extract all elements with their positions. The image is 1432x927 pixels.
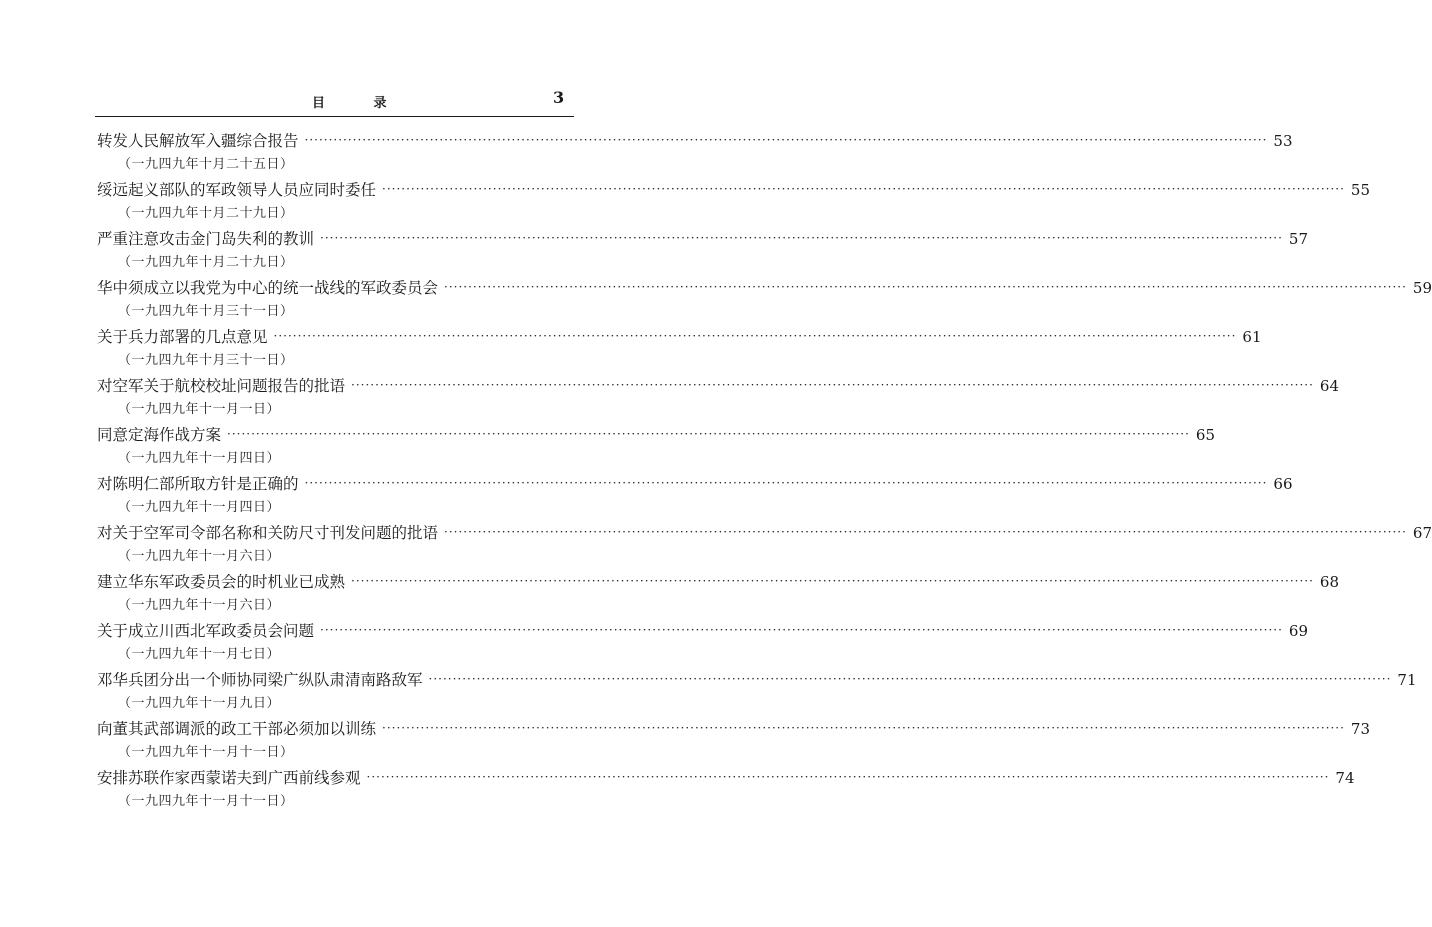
toc-entry-line <box>97 765 1355 791</box>
toc-entry-date: （一九四九年十月三十一日） <box>118 353 294 368</box>
toc-entry-date: （一九四九年十月二十九日） <box>118 255 294 270</box>
toc-entry-date: （一九四九年十月二十九日） <box>118 206 294 221</box>
toc-entry-page[interactable]: 67 <box>1412 524 1432 542</box>
toc-entry <box>97 128 1293 177</box>
toc-entry-title[interactable]: 邓华兵团分出一个师协同梁广纵队肃清南路敌军 <box>97 671 423 689</box>
toc-entry-page[interactable]: 68 <box>1319 573 1339 591</box>
toc-dot-leader: ········································································································································································································ <box>227 427 1190 441</box>
toc-entry <box>97 471 1293 520</box>
toc-dot-leader: ········································································································································································································ <box>273 329 1237 343</box>
toc-entry-line <box>97 520 1432 546</box>
toc-entry-line <box>97 324 1262 350</box>
toc-entry-page[interactable]: 53 <box>1273 132 1293 150</box>
toc-entry-line <box>97 716 1370 742</box>
toc-dot-leader: ········································································································································································································ <box>382 182 1345 196</box>
toc-entry-page[interactable]: 66 <box>1273 475 1293 493</box>
toc-dot-leader: ········································································································································································································ <box>382 721 1345 735</box>
toc-entry <box>97 373 1339 422</box>
toc-dot-leader: ········································································································································································································ <box>351 574 1314 588</box>
toc-entry-date: （一九四九年十一月七日） <box>118 647 281 662</box>
toc-dot-leader: ········································································································································································································ <box>320 623 1283 637</box>
toc-entry-date: （一九四九年十一月四日） <box>118 451 281 466</box>
toc-dot-leader: ········································································································································································································ <box>366 770 1330 784</box>
toc-entry <box>97 667 1417 716</box>
toc-dot-leader: ········································································································································································································ <box>444 525 1407 539</box>
toc-entry <box>97 422 1215 471</box>
toc-entry-date: （一九四九年十一月六日） <box>118 549 281 564</box>
toc-entry-title[interactable]: 绥远起义部队的军政领导人员应同时委任 <box>97 181 377 199</box>
toc-entry-date: （一九四九年十一月十一日） <box>118 794 294 809</box>
toc-entry-title[interactable]: 安排苏联作家西蒙诺夫到广西前线参观 <box>97 769 361 787</box>
toc-entry-page[interactable]: 73 <box>1350 720 1370 738</box>
toc-entry-page[interactable]: 65 <box>1195 426 1215 444</box>
toc-entry-date: （一九四九年十一月一日） <box>118 402 281 417</box>
toc-entry-title[interactable]: 转发人民解放军入疆综合报告 <box>97 132 299 150</box>
toc-entry <box>97 324 1262 373</box>
toc-entry-page[interactable]: 61 <box>1242 328 1262 346</box>
toc-entry-date: （一九四九年十一月十一日） <box>118 745 294 760</box>
toc-entry-title[interactable]: 建立华东军政委员会的时机业已成熟 <box>97 573 346 591</box>
toc-entry-line <box>97 373 1339 399</box>
toc-dot-leader: ········································································································································································································ <box>304 476 1268 490</box>
toc-entry <box>97 618 1308 667</box>
toc-entry-page[interactable]: 64 <box>1319 377 1339 395</box>
toc-entry-title[interactable]: 关于成立川西北军政委员会问题 <box>97 622 315 640</box>
toc-entry-line <box>97 422 1215 448</box>
toc-entry-date: （一九四九年十一月四日） <box>118 500 281 515</box>
toc-entry-title[interactable]: 同意定海作战方案 <box>97 426 222 444</box>
toc-entry-line <box>97 569 1339 595</box>
toc-entry-date: （一九四九年十一月六日） <box>118 598 281 613</box>
toc-entry-page[interactable]: 57 <box>1288 230 1308 248</box>
toc-entry <box>97 275 1432 324</box>
toc-entry-title[interactable]: 对空军关于航校校址问题报告的批语 <box>97 377 346 395</box>
toc-entry-date: （一九四九年十一月九日） <box>118 696 281 711</box>
toc-entry-line <box>97 667 1417 693</box>
page-number: 3 <box>553 88 565 107</box>
toc-entry-title[interactable]: 向董其武部调派的政工干部必须加以训练 <box>97 720 377 738</box>
toc-entry-title[interactable]: 对关于空军司令部名称和关防尺寸刊发问题的批语 <box>97 524 439 542</box>
toc-entry-page[interactable]: 59 <box>1412 279 1432 297</box>
toc-entry-page[interactable]: 71 <box>1397 671 1417 689</box>
toc-dot-leader: ········································································································································································································ <box>428 672 1392 686</box>
toc-entry-page[interactable]: 55 <box>1350 181 1370 199</box>
toc-entry-line <box>97 275 1432 301</box>
toc-dot-leader: ········································································································································································································ <box>444 280 1407 294</box>
toc-entry <box>97 177 1370 226</box>
running-title: 目 录 <box>312 96 409 111</box>
toc-entry-title[interactable]: 对陈明仁部所取方针是正确的 <box>97 475 299 493</box>
toc-entry <box>97 765 1355 814</box>
toc-dot-leader: ········································································································································································································ <box>304 133 1268 147</box>
toc-entry-line <box>97 618 1308 644</box>
toc-entry-title[interactable]: 严重注意攻击金门岛失利的教训 <box>97 230 315 248</box>
toc-entry <box>97 716 1370 765</box>
toc-entry <box>97 520 1432 569</box>
toc-entry <box>97 569 1339 618</box>
toc-entry-title[interactable]: 华中须成立以我党为中心的统一战线的军政委员会 <box>97 279 439 297</box>
header-rule <box>95 116 574 117</box>
table-of-contents <box>97 128 1432 814</box>
toc-entry-date: （一九四九年十月三十一日） <box>118 304 294 319</box>
toc-entry-page[interactable]: 74 <box>1335 769 1355 787</box>
toc-entry-title[interactable]: 关于兵力部署的几点意见 <box>97 328 268 346</box>
toc-entry-line <box>97 471 1293 497</box>
toc-entry-line <box>97 226 1308 252</box>
toc-entry-line <box>97 177 1370 203</box>
toc-entry-line <box>97 128 1293 154</box>
toc-entry <box>97 226 1308 275</box>
toc-entry-page[interactable]: 69 <box>1288 622 1308 640</box>
toc-dot-leader: ········································································································································································································ <box>351 378 1314 392</box>
toc-entry-date: （一九四九年十月二十五日） <box>118 157 294 172</box>
toc-dot-leader: ········································································································································································································ <box>320 231 1283 245</box>
